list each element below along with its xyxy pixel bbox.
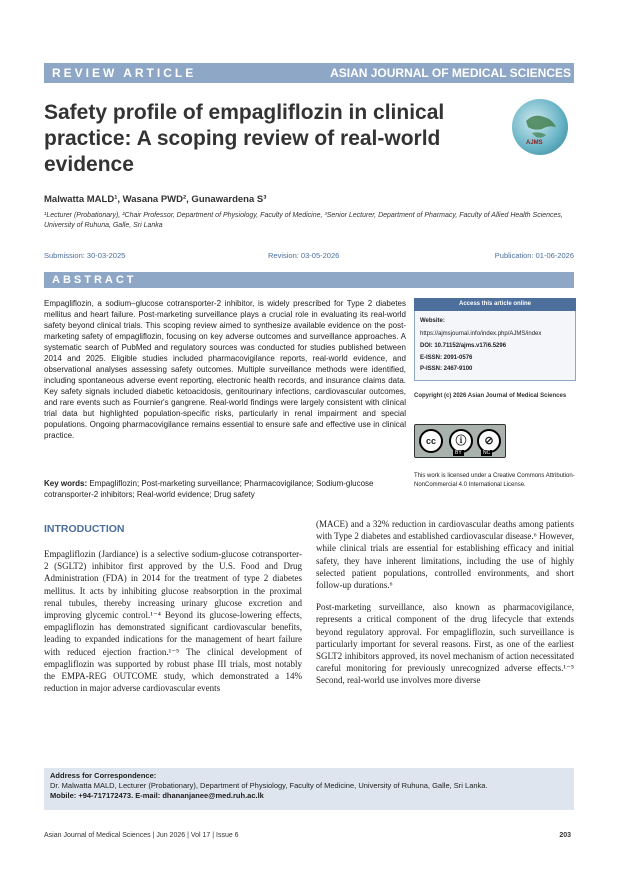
- pissn: P-ISSN: 2467-9100: [420, 366, 473, 372]
- correspondence-label: Address for Correspondence:: [50, 771, 157, 780]
- cc-license-badge[interactable]: [414, 424, 506, 458]
- by-label: BY: [455, 450, 462, 456]
- nc-label: NC: [483, 450, 491, 456]
- intro-paragraph: (MACE) and a 32% reduction in cardiovascular deaths among patients with Type 2 diabetes and established cardiovascular disease.⁶ However, while clinical trials are essential for establishing efficacy and initial safety, they have inherent limitations, including the use of highly selected patient populations, controlled environments, and short follow-up durations.⁶: [316, 519, 574, 591]
- attribution-icon: ⓘ: [449, 429, 473, 453]
- publication-date: Publication: 01-06-2026: [494, 251, 574, 260]
- authors: Malwatta MALD¹, Wasana PWD², Gunawardena S³: [44, 194, 267, 205]
- introduction-heading: INTRODUCTION: [44, 523, 125, 535]
- abstract-text: Empagliflozin, a sodium–glucose cotransporter-2 inhibitor, is widely prescribed for Type 2 diabetes mellitus and heart failure. Post-marketing surveillance plays a crucial role in evaluating its real-world safety beyond clinical trials. This scoping review aimed to synthesize available evidence on the post-marketing safety of empagliflozin, focusing on key adverse outcomes and surveillance approaches. A systematic search of PubMed and regulatory sources was conducted for studies published between 2014 and 2025. Eligible studies included pharmacovigilance reports, real-world evidence, and observational analyses assessing safety outcomes. Multiple surveillance methods were identified, including spontaneous adverse event reporting, electronic health records, and insurance claims data. Key safety signals included diabetic ketoacidosis, genitourinary infections, cardiovascular outcomes, and rare events such as Fournier's gangrene. Real-world findings were largely consistent with clinical trial data but highlighted population-specific risks, particularly in renal impairment and special populations. Ongoing pharmacovigilance remains essential to ensure safe and effective use in clinical practice.: [44, 299, 406, 440]
- submission-date: Submission: 30-03-2025: [44, 251, 126, 260]
- website-link[interactable]: https://ajmsjournal.info/index.php/AJMS/index: [420, 331, 542, 337]
- keywords: [44, 478, 406, 500]
- journal-name: ASIAN JOURNAL OF MEDICAL SCIENCES: [330, 66, 571, 80]
- noncommercial-icon: ⊘: [477, 429, 501, 453]
- intro-left-column: [44, 548, 302, 704]
- eissn: E-ISSN: 2091-0576: [420, 355, 473, 361]
- copyright: Copyright (c) 2026 Asian Journal of Medical Sciences: [414, 393, 567, 399]
- section-label: REVIEW ARTICLE: [52, 66, 197, 80]
- intro-paragraph: Empagliflozin (Jardiance) is a selective sodium-glucose cotransporter-2 (SGLT2) inhibitor first approved by the U.S. Food and Drug Administration (FDA) in 2014 for the treatment of type 2 diabetes mellitus. It acts by inhibiting glucose reabsorption in the proximal renal tubules, thereby increasing urinary glucose excretion and improving glycemic control.¹⁻⁴ Beyond its glucose-lowering effects, empagliflozin has demonstrated significant cardiovascular benefits, leading to expanded indications for the management of heart failure with reduced ejection fraction.¹⁻⁵ The clinical development of empagliflozin was supported by robust phase III trials, most notably the EMPA-REG OUTCOME study, which demonstrated a 14% reduction in major adverse cardiovascular events: [44, 549, 302, 694]
- doi[interactable]: DOI: 10.71152/ajms.v17i6.5296: [420, 343, 507, 349]
- footer-citation: Asian Journal of Medical Sciences | Jun 2026 | Vol 17 | Issue 6: [44, 832, 239, 839]
- keywords-text: Empagliflozin; Post-marketing surveillance; Pharmacovigilance; Sodium-glucose cotransporter-2 inhibitors; Real-world evidence; Drug safety: [44, 479, 374, 499]
- abstract-label: ABSTRACT: [52, 274, 137, 286]
- journal-logo-icon: [512, 99, 568, 155]
- affiliation: ¹Lecturer (Probationary), ²Chair Professor, Department of Physiology, Faculty of Medicine, ³Senior Lecturer, Department of Pharmacy, Faculty of Allied Health Sciences, University of Ruhuna, Galle, Sri Lanka: [44, 212, 563, 229]
- correspondence-address: Dr. Malwatta MALD, Lecturer (Probationary), Department of Physiology, Faculty of Medicine, University of Ruhuna, Galle, Sri Lanka.: [50, 781, 488, 790]
- revision-date: Revision: 03-05-2026: [268, 251, 340, 260]
- intro-right-column: [316, 518, 574, 697]
- logo-text: AJMS: [526, 140, 543, 146]
- cc-icon: cc: [419, 429, 443, 453]
- keywords-label: Key words:: [44, 479, 88, 488]
- correspondence-contact[interactable]: Mobile: +94-717172473. E-mail: dhananjanee@med.ruh.ac.lk: [50, 791, 264, 800]
- access-box-header: Access this article online: [414, 298, 576, 311]
- website-label: Website:: [420, 318, 445, 324]
- license-text: This work is licensed under a Creative Commons Attribution-NonCommercial 4.0 International License.: [414, 473, 575, 488]
- article-title: Safety profile of empagliflozin in clinical practice: A scoping review of real-world evidence: [44, 101, 445, 176]
- page-number: 203: [559, 832, 571, 839]
- intro-paragraph: Post-marketing surveillance, also known as pharmacovigilance, represents a critical component of the drug lifecycle that extends beyond regulatory approval. For empagliflozin, such surveillance is particularly important for several reasons. First, as one of the earliest SGLT2 inhibitors approved, its novel mechanism of action necessitated careful monitoring for previously unrecognized adverse effects.¹⁻⁵ Second, real-world use involves more diverse: [316, 602, 574, 686]
